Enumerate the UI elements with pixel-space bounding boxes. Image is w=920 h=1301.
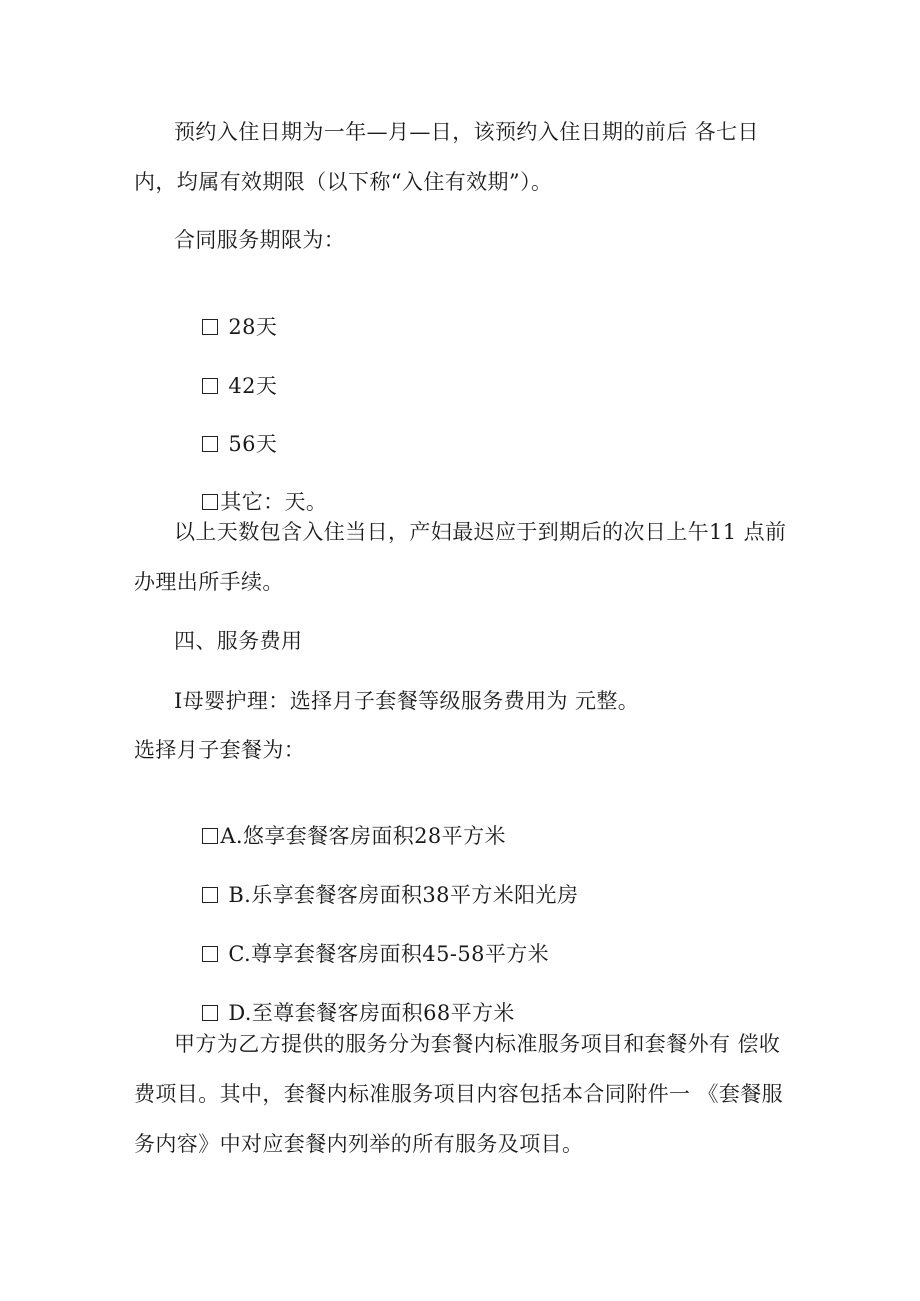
days-note-line-1: 以上天数包含入住当日，产妇最迟应于到期后的次日上午11 点前 xyxy=(174,520,787,544)
package-option-label: D.至尊套餐客房面积68平方米 xyxy=(228,1001,515,1025)
checkin-paragraph-line-1: 预约入住日期为一年—月—日，该预约入住日期的前后 各七日 xyxy=(174,120,759,144)
package-heading: 选择月子套餐为： xyxy=(134,738,306,762)
care-fee-line: I母婴护理：选择月子套餐等级服务费用为 元整。 xyxy=(174,689,640,713)
section-heading: 四、服务费用 xyxy=(174,629,303,653)
service-paragraph-line-3: 务内容》中对应套餐内列举的所有服务及项目。 xyxy=(134,1132,584,1156)
term-option-label: 42天 xyxy=(228,374,278,398)
package-option-label: B.乐享套餐客房面积38平方米阳光房 xyxy=(228,883,579,907)
checkbox[interactable] xyxy=(202,1005,218,1021)
checkbox[interactable] xyxy=(202,828,218,844)
term-option-label: 56天 xyxy=(228,432,278,456)
checkbox[interactable] xyxy=(202,494,218,510)
checkbox[interactable] xyxy=(202,319,218,335)
service-paragraph-line-2: 费项目。其中，套餐内标准服务项目内容包括本合同附件一 《套餐服 xyxy=(134,1082,784,1106)
checkbox[interactable] xyxy=(202,887,218,903)
term-option-label: 28天 xyxy=(228,315,278,339)
checkin-paragraph-line-2: 内，均属有效期限（以下称“入住有效期”）。 xyxy=(134,170,553,194)
days-note-line-2: 办理出所手续。 xyxy=(134,570,284,594)
checkbox[interactable] xyxy=(202,436,218,452)
package-option-label: C.尊享套餐客房面积45-58平方米 xyxy=(228,942,550,966)
term-heading: 合同服务期限为： xyxy=(174,228,346,252)
package-option-label: A.悠享套餐客房面积28平方米 xyxy=(220,824,506,848)
term-option-label: 其它：天。 xyxy=(220,490,328,514)
service-paragraph-line-1: 甲方为乙方提供的服务分为套餐内标准服务项目和套餐外有 偿收 xyxy=(174,1032,781,1056)
checkbox[interactable] xyxy=(202,378,218,394)
checkbox[interactable] xyxy=(202,946,218,962)
